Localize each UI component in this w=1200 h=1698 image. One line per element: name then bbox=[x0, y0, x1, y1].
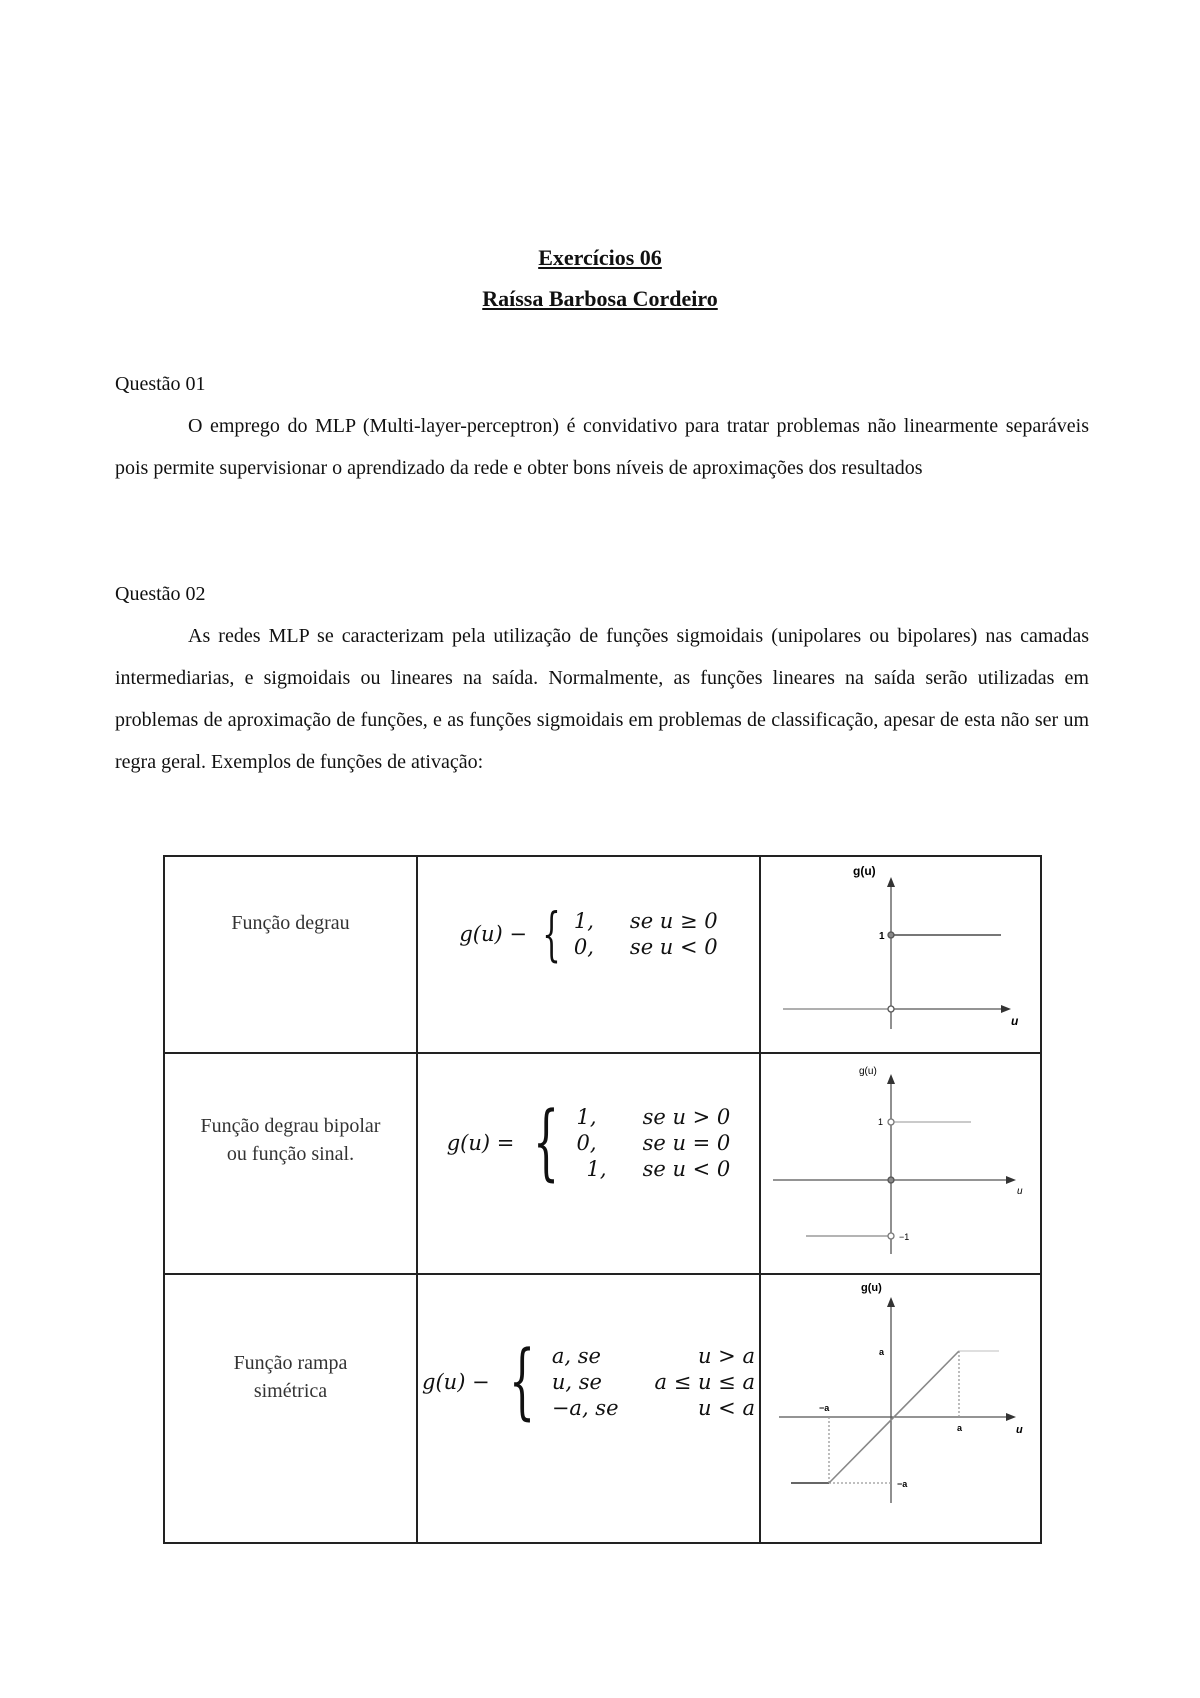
function-formula-cell bbox=[417, 1053, 760, 1274]
question-1-label: Questão 01 bbox=[115, 373, 206, 395]
question-2-text: As redes MLP se caracterizam pela utilização de funções sigmoidais (unipolares ou bipolares) nas camadas intermediarias, e sigmoidais ou lineares na saída. Normalmente, as funções lineares na saída serão utilizadas em problemas de aproximação de funções, e as funções sigmoidais em problemas de classificação, apesar de esta não ser um regra geral. Exemplos de funções de ativação: bbox=[115, 625, 1089, 773]
x-axis-arrow bbox=[1006, 1413, 1016, 1421]
left-brace: { bbox=[542, 900, 561, 968]
y-axis-label: g(u) bbox=[859, 1066, 877, 1077]
function-name-line1: Função degrau bbox=[231, 912, 350, 934]
tick-label-minus-1: −1 bbox=[899, 1232, 910, 1242]
table-row bbox=[164, 1274, 1041, 1543]
case-condition: u < a bbox=[697, 1396, 755, 1420]
question-1-text: O emprego do MLP (Multi-layer-perceptron) é convidativo para tratar problemas não linearmente separáveis pois permite supervisionar o aprendizado da rede e obter bons níveis de aproximações dos resultados bbox=[115, 415, 1089, 479]
case-condition: u > a bbox=[697, 1344, 755, 1368]
function-formula-cell bbox=[417, 1274, 760, 1543]
sign-point-origin bbox=[888, 1177, 894, 1183]
tick-label-1: 1 bbox=[878, 1117, 884, 1127]
left-brace: { bbox=[508, 1334, 535, 1429]
function-formula-cell bbox=[417, 856, 760, 1053]
case-condition: se u > 0 bbox=[642, 1105, 731, 1129]
case-condition: se u ≥ 0 bbox=[629, 909, 718, 933]
step-point-filled bbox=[888, 932, 894, 938]
tick-label-1: 1 bbox=[879, 931, 885, 942]
function-name-cell bbox=[164, 856, 417, 1053]
function-graph-cell bbox=[760, 1274, 1041, 1543]
x-axis-label: u bbox=[1011, 1014, 1019, 1028]
case-value: 1, bbox=[586, 1157, 607, 1181]
tick-label-a-y: a bbox=[879, 1347, 885, 1357]
x-axis-arrow bbox=[1001, 1005, 1011, 1013]
sign-point-open-top bbox=[888, 1119, 894, 1125]
function-name-cell bbox=[164, 1274, 417, 1543]
ramp-function-graph bbox=[761, 1275, 1042, 1537]
left-brace: { bbox=[533, 1095, 560, 1190]
function-graph-cell bbox=[760, 1053, 1041, 1274]
formula-lhs: g(u) − bbox=[422, 1370, 490, 1394]
case-value: −a, se bbox=[551, 1396, 619, 1420]
case-condition: se u = 0 bbox=[642, 1131, 731, 1155]
formula-cases bbox=[574, 908, 718, 960]
case-condition: a ≤ u ≤ a bbox=[654, 1370, 755, 1394]
case-condition: se u < 0 bbox=[629, 935, 718, 959]
y-axis-label: g(u) bbox=[861, 1282, 882, 1294]
case-value: 1, bbox=[576, 1105, 597, 1129]
formula-lhs: g(u) − bbox=[459, 922, 527, 946]
document-title: Exercícios 06 bbox=[538, 245, 662, 270]
function-name-line2: ou função sinal. bbox=[226, 1143, 355, 1165]
case-value: 1, bbox=[573, 909, 594, 933]
x-axis-label: u bbox=[1017, 1186, 1023, 1197]
tick-label-a-x: a bbox=[957, 1423, 963, 1433]
table-row bbox=[164, 1053, 1041, 1274]
x-axis-label: u bbox=[1016, 1424, 1023, 1436]
tick-label-neg-a-y: −a bbox=[897, 1479, 908, 1489]
x-axis-arrow bbox=[1006, 1176, 1016, 1184]
formula-cases bbox=[552, 1343, 755, 1421]
function-graph-cell bbox=[760, 856, 1041, 1053]
sign-point-open-bottom bbox=[888, 1233, 894, 1239]
formula-cases bbox=[577, 1104, 731, 1182]
function-name-line2: simétrica bbox=[253, 1380, 328, 1402]
y-axis-arrow bbox=[887, 1074, 895, 1084]
y-axis-arrow bbox=[887, 1297, 895, 1307]
case-condition: se u < 0 bbox=[642, 1157, 731, 1181]
table-row bbox=[164, 856, 1041, 1053]
step-point-open bbox=[888, 1006, 894, 1012]
document-author: Raíssa Barbosa Cordeiro bbox=[482, 286, 718, 311]
case-value: a, se bbox=[551, 1344, 601, 1368]
activation-functions-table bbox=[163, 855, 1042, 1544]
case-value: 0, bbox=[573, 935, 594, 959]
function-name-line1: Função rampa bbox=[233, 1352, 348, 1374]
case-value: 0, bbox=[576, 1131, 597, 1155]
sign-function-graph bbox=[761, 1054, 1042, 1268]
tick-label-neg-a-x: −a bbox=[819, 1403, 830, 1413]
step-function-graph bbox=[761, 857, 1042, 1047]
y-axis-arrow bbox=[887, 877, 895, 887]
function-name-line1: Função degrau bipolar bbox=[200, 1115, 381, 1137]
y-axis-label: g(u) bbox=[853, 864, 876, 878]
function-name-cell bbox=[164, 1053, 417, 1274]
formula-lhs: g(u) = bbox=[446, 1131, 515, 1155]
case-value: u, se bbox=[551, 1370, 602, 1394]
question-2-label: Questão 02 bbox=[115, 583, 206, 605]
